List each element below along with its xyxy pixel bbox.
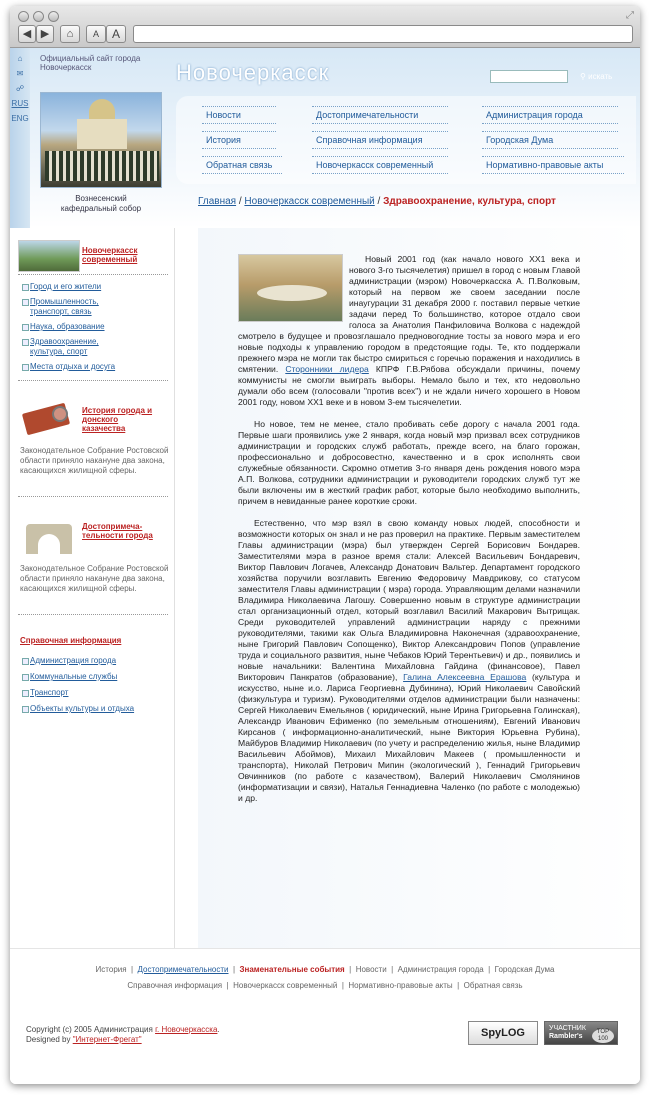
- footer-link[interactable]: Обратная связь: [463, 981, 523, 990]
- sidebar-link[interactable]: Объекты культуры и отдыха: [30, 704, 172, 714]
- designed-by-text: Designed by: [26, 1035, 73, 1044]
- site-title[interactable]: Новочеркасск: [176, 60, 330, 85]
- menu-item[interactable]: Достопримечательности: [312, 106, 448, 124]
- site-header: [10, 48, 640, 228]
- main-menu: [176, 96, 636, 184]
- photo-caption-line1: Вознесенский: [75, 194, 127, 203]
- footer-link[interactable]: История: [95, 965, 127, 974]
- sidebar-block3-text: Законодательное Собрание Ростовской области приняло накануне два закона, касающихся жилищной сферы.: [20, 564, 169, 593]
- search-button-label: искать: [588, 72, 613, 81]
- mail-icon[interactable]: ✉: [16, 69, 24, 78]
- rambler-top100-badge[interactable]: [544, 1021, 618, 1045]
- article-body: [238, 254, 580, 815]
- search-icon: ⚲: [580, 72, 586, 81]
- menu-item[interactable]: Городская Дума: [482, 131, 618, 149]
- history-book-icon: [20, 400, 78, 438]
- browser-titlebar: [10, 6, 640, 48]
- forward-button[interactable]: ▶: [36, 25, 54, 43]
- breadcrumb-current: Здравоохранение, культура, спорт: [383, 196, 556, 207]
- cathedral-photo: [40, 92, 162, 188]
- search-button[interactable]: [580, 72, 612, 81]
- article-text: КПРФ Г.В.Рябова обсуждали причины, почему коммунисты не смогли выиграть выборы. Немало было и тех, кто недовольно думали обо всем (голосовали "против всех") и не ждали ничего хорошего в Новом 2001 году, новом XX1 веке и в новом 3-ем тысячелетии.: [238, 364, 581, 407]
- footer-nav-row2: Справочная информация | Новочеркасск современный | Нормативно-правовые акты | Обратная связь: [127, 981, 523, 990]
- close-window-button[interactable]: [18, 11, 29, 22]
- article-paragraph: Но новое, тем не менее, стало пробивать себе дорогу с начала 2001 года. Первые шаги проявились уже 2 января, когда новый мэр призвал всех сотрудников администрации и городских служб работать, прежде всего, на благо горожан, профессионально и добросовестно, качественно и в срок исполнять свои служебные обязанности. Скромно отметив 3-го января день рождения нового мэра А.П. Волкова, сотрудники администрации и руководители городских служб тут же были включены им в жесткий график работ, которые было необходимо выполнить, причем в невиданные ранее короткие сроки.: [238, 419, 580, 506]
- footer-link[interactable]: Справочная информация: [127, 981, 223, 990]
- article-link[interactable]: Сторонники лидера: [285, 364, 369, 374]
- copyright-text: Copyright (c) 2005 Администрация: [26, 1025, 156, 1034]
- meeting-photo: [238, 254, 343, 322]
- breadcrumb-section[interactable]: Новочеркасск современный: [244, 196, 375, 207]
- sitemap-icon[interactable]: ☍: [15, 84, 25, 93]
- menu-item[interactable]: История: [202, 131, 276, 149]
- menu-item[interactable]: Новочеркасск современный: [312, 156, 448, 174]
- site-subtitle-line2: Новочеркасск: [40, 63, 92, 72]
- modern-city-thumbnail: [18, 240, 80, 272]
- sidebar-link[interactable]: Промышленность, транспорт, связь: [30, 297, 120, 317]
- breadcrumb-home[interactable]: Главная: [198, 196, 237, 207]
- sidebar-link[interactable]: Наука, образование: [30, 322, 172, 332]
- home-icon[interactable]: ⌂: [17, 54, 23, 63]
- footer-link-current[interactable]: Знаменательные события: [239, 965, 345, 974]
- photo-caption-line2: кафедральный собор: [60, 204, 142, 213]
- text-larger-button[interactable]: A: [106, 25, 126, 43]
- footer-link[interactable]: Новочеркасск современный: [233, 981, 338, 990]
- footer-link[interactable]: Достопримечательности: [137, 965, 229, 974]
- site-subtitle: [40, 54, 170, 72]
- city-link[interactable]: г. Новочеркасска: [155, 1025, 218, 1034]
- sidebar-block4-title[interactable]: Справочная информация: [20, 636, 122, 645]
- minimize-window-button[interactable]: [33, 11, 44, 22]
- lang-en-link[interactable]: ENG: [11, 114, 29, 123]
- sidebar-link[interactable]: Город и его жители: [30, 282, 172, 292]
- footer-link[interactable]: Администрация города: [397, 965, 484, 974]
- copyright: Copyright (c) 2005 Администрация г. Новочеркасска. Designed by "Интернет-Фрегат": [26, 1025, 220, 1044]
- home-button[interactable]: ⌂: [60, 25, 80, 43]
- menu-item[interactable]: Новости: [202, 106, 276, 124]
- footer-link[interactable]: Городская Дума: [494, 965, 555, 974]
- breadcrumb: Главная / Новочеркасск современный / Здравоохранение, культура, спорт: [198, 196, 556, 207]
- browser-window: [10, 6, 640, 1084]
- text-smaller-button[interactable]: A: [86, 25, 106, 43]
- arch-monument-icon: [20, 516, 78, 556]
- footer-link[interactable]: Новости: [355, 965, 387, 974]
- article-text: Новый 2001 год (как начало нового XX1 века и нового 3-го тысячелетия) пришел в город с новым Главой администрации (мэром) Новочеркасска А. П.Волковым, который на первом же своем заседании после инаугурации 31 декабря 2000 г. поставил первые четкие задачи перед То большинство, которое отдало свои голоса за Анатолия Панфиловича Волкова с надеждой смотрело в будущее и провозглашало предновогодние тосты за нового мэра и его новые подходы к управлению городом в предстоящие годы. Те, кто поддержали прежнего мэра не могли так быстро смириться с горечью поражения и находились в смятении.: [238, 254, 580, 374]
- menu-item[interactable]: Администрация города: [482, 106, 618, 124]
- search-input[interactable]: [490, 70, 568, 83]
- menu-item[interactable]: Нормативно-правовые акты: [482, 156, 624, 174]
- resize-icon[interactable]: ⤢: [626, 10, 634, 21]
- web-page: [10, 48, 640, 1084]
- sidebar-block2-text: Законодательное Собрание Ростовской области приняло накануне два закона, касающихся жилищной сферы.: [20, 446, 169, 475]
- sidebar-block4-links: [12, 656, 172, 714]
- badge-line: Rambler's: [549, 1033, 583, 1040]
- site-subtitle-line1: Официальный сайт города: [40, 54, 141, 63]
- sidebar-block2-title[interactable]: История города и донского казачества: [82, 406, 153, 433]
- badge-line: УЧАСТНИК: [549, 1025, 586, 1032]
- sidebar-block1-links: [12, 282, 172, 372]
- menu-item[interactable]: Справочная информация: [312, 131, 448, 149]
- address-bar[interactable]: [133, 25, 633, 43]
- article-text: Естественно, что мэр взял в свою команду новых людей, способности и возможности которых он знал и не раз проверил на практике. Первым заместителем Главы администрации (мэра) был утвержден Сергей Борисович Бондарев. Заместителями мэра в разное время стали: Алексей Васильевич Бондаревич, Виктор Павлович Логачев, Александр Донатович Вальтер. Департамент городского хозяйства поручили возглавить Евгению Федоровичу Мавдрикову, со статусом заместителя Главы администрации ( мэра) города. Управляющим делами назначили Владимира Николаевича Лагошу. Совершенно новым в структуре администрации стал организационный отдел, который возглавил Василий Макарович Вытрищак. Среди руководителей управлений администрации наряду с прежними руководителями, такими как Ольга Владимировна Наконечная (здравоохранение, ныне Григорий Павлович Сопощенко), Виктор Александрович Попов (управление труда и социального развития, ныне Чебаков Юрий Терентьевич) и др., появились и новые начальники: Валентина Михайловна Гайдина (финансовое), Павел Викторович Панкратов (образование),: [238, 518, 580, 682]
- quick-icons-strip: [10, 48, 30, 228]
- article-text: (культура и искусство, ныне и.о. Лариса Георгиевна Дубинина), Юрий Николаевич Савойский (физкультура и туризм). Руководителями отделов администрации были назначены: Сергей Николаевич Емельянов ( юридический, ныне Ирина Григорьевна Голинская), Александр Иванович Ефименко (по земельным отношениям), Евгений Иванович Кирсанов ( информационно-аналитический, ныне Виктория Юрьевна Рубина), Майбуров Владимир Николаевич (по учету и распределению жилья, ныне Владимир Васильевич Абоймов), Михаил Михайлович Макеев ( промышленности и транспорта), Николай Петрович Мипин (экологический ), Геннадий Григорьевич Овчинников (по работе с казачеством), Валерий Николаевич Смолянинов (информатизации и связи), Наталья Геннадиевна Чаленко (по работе с молодежью) и др.: [238, 672, 581, 803]
- sidebar-link[interactable]: Здравоохранение, культура, спорт: [30, 337, 120, 357]
- footer-link[interactable]: Нормативно-правовые акты: [348, 981, 453, 990]
- sidebar-block3-title[interactable]: Достопримеча-тельности города: [82, 522, 153, 540]
- sidebar-link[interactable]: Места отдыха и досуга: [30, 362, 172, 372]
- sidebar-link[interactable]: Транспорт: [30, 688, 172, 698]
- back-button[interactable]: ◀: [18, 25, 36, 43]
- designer-link[interactable]: "Интернет-Фрегат": [72, 1035, 142, 1044]
- sidebar-link[interactable]: Коммунальные службы: [30, 672, 172, 682]
- article-link[interactable]: Галина Алексеевна Ерашова: [403, 672, 527, 682]
- sidebar-block1-title[interactable]: Новочеркасск современный: [82, 246, 138, 264]
- menu-item[interactable]: Обратная связь: [202, 156, 282, 174]
- sidebar-link[interactable]: Администрация города: [30, 656, 172, 666]
- badge-line: TOP 100: [592, 1029, 614, 1043]
- footer: [10, 948, 640, 1084]
- spylog-counter-badge[interactable]: SpyLOG: [468, 1021, 538, 1045]
- zoom-window-button[interactable]: [48, 11, 59, 22]
- lang-ru-link[interactable]: RUS: [11, 99, 29, 108]
- sidebar: [10, 228, 175, 948]
- footer-nav-row1: История | Достопримечательности | Знаменательные события | Новости | Администрация города | Городская Дума: [95, 965, 555, 974]
- main-content: [198, 228, 640, 948]
- photo-caption: [40, 194, 162, 214]
